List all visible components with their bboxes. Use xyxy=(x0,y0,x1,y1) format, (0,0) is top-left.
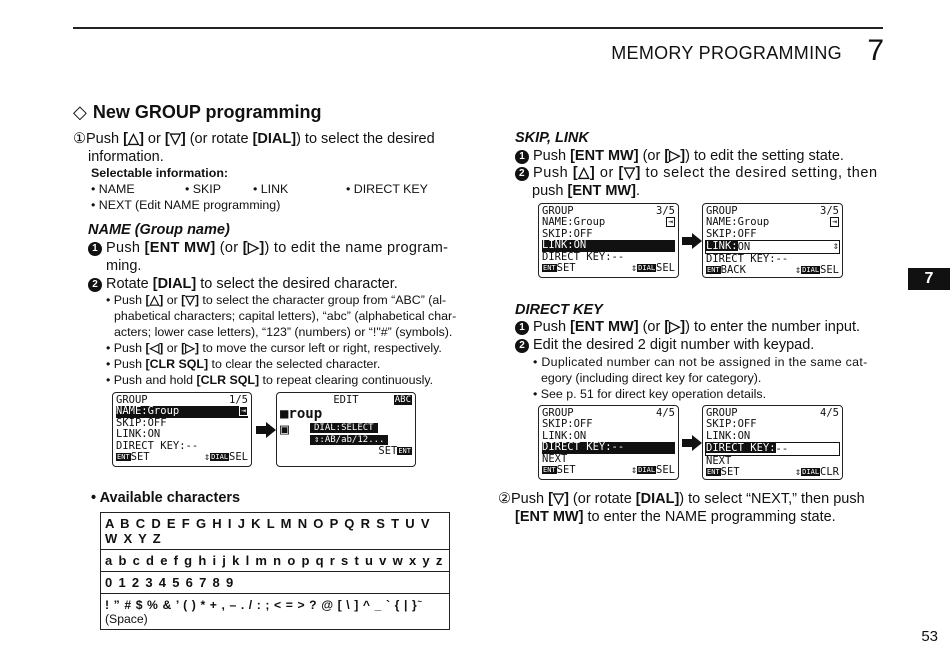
lcd-screen-link-before: GROUP 3/5 NAME:Group ⇥ SKIP:OFF LINK:ON DIRECT KEY:-- ENTSET ⇕DIALSEL xyxy=(538,203,679,278)
diamond-icon: ◇ xyxy=(73,102,87,122)
lcd-screen-direct-after: GROUP 4/5 SKIP:OFF LINK:ON DIRECT KEY:-- NEXT ENTSET ⇕DIALCLR xyxy=(702,405,843,480)
header-rule xyxy=(73,27,883,29)
lcd-footer: ENTSET ⇕DIALSEL xyxy=(117,450,248,463)
step-1-text-line2: information. xyxy=(88,149,164,165)
direct-bullet-2: • See p. 51 for direct key operation details. xyxy=(533,387,767,401)
lcd-line-editing: LINK:ON ⇕ xyxy=(706,240,839,254)
lcd-footer: ENTSET ⇕DIALSEL xyxy=(543,463,675,476)
lcd-edit-text: ■roup xyxy=(280,406,323,423)
page-header-title: MEMORY PROGRAMMING xyxy=(611,43,842,63)
page-number: 53 xyxy=(921,628,938,645)
skip-step-1: 1 Push [ENT MW] (or [▷]) to edit the setting state. xyxy=(515,147,844,165)
name-bullet-3: • Push [CLR SQL] to clear the selected character. xyxy=(106,357,381,371)
lcd-line: EDIT ABC xyxy=(333,394,411,406)
lcd-screen-direct-before: GROUP 4/5 SKIP:OFF LINK:ON DIRECT KEY:-- NEXT ENTSET ⇕DIALSEL xyxy=(538,405,679,480)
name-bullet-4: • Push and hold [CLR SQL] to repeat clearing continuously. xyxy=(106,373,434,387)
skip-link-heading: SKIP, LINK xyxy=(515,130,589,146)
up-down-icon: ⇕ xyxy=(832,240,839,253)
lcd-line: SKIP:OFF xyxy=(116,416,167,429)
step-1-text: ①Push [△] or [▽] (or rotate [DIAL]) to select the desired xyxy=(73,131,435,147)
lcd-line: GROUP 1/5 xyxy=(116,394,248,406)
direct-key-heading: DIRECT KEY xyxy=(515,302,603,318)
name-heading: NAME (Group name) xyxy=(88,222,230,238)
lcd-line-editing: DIRECT KEY:-- xyxy=(705,442,840,455)
chars-lower: a b c d e f g h i j k l m n o p q r s t u v w x y z xyxy=(101,550,450,572)
chars-upper: A B C D E F G H I J K L M N O P Q R S T U V W X Y Z xyxy=(101,513,450,550)
up-down-icon: ⇕ xyxy=(203,450,211,463)
lcd-screen-name-before xyxy=(112,392,252,467)
selectable-item-next: • NEXT (Edit NAME programming) xyxy=(91,198,281,212)
selectable-item-name: • NAME xyxy=(91,182,135,196)
enter-icon: ⇥ xyxy=(241,406,246,416)
selectable-item-link: • LINK xyxy=(253,182,289,196)
up-down-icon: ⇕ xyxy=(630,463,638,476)
character-table xyxy=(100,512,450,630)
available-characters-label: • Available characters xyxy=(91,490,241,506)
name-step-1: 1 Push [ENT MW] (or [▷]) to edit the name program- xyxy=(88,239,460,257)
up-down-icon: ⇕ xyxy=(794,465,802,478)
direct-step-2: 2 Edit the desired 2 digit number with keypad. xyxy=(515,336,814,354)
lcd-dial-hint: ▣ DIAL:SELECT ⇕:AB/ab/12... xyxy=(280,422,412,446)
lcd-screen-link-after: GROUP 3/5 NAME:Group ⇥ SKIP:OFF LINK:ON ⇕ DIRECT KEY:-- ENTBACK ⇕DIALSEL xyxy=(702,203,843,278)
step-2-text: ②Push [▽] (or rotate [DIAL]) to select “NEXT,” then push xyxy=(498,491,865,507)
cursor-block-icon: ■ xyxy=(280,406,289,423)
direct-bullet-1: • Duplicated number can not be assigned in the same cat- xyxy=(533,355,868,369)
lcd-screen-name-edit xyxy=(276,392,416,467)
skip-step-2-line2: push [ENT MW]. xyxy=(532,183,640,199)
direct-step-1: 1 Push [ENT MW] (or [▷]) to enter the number input. xyxy=(515,318,860,336)
direct-bullet-1-line2: egory (including direct key for category). xyxy=(541,371,762,385)
lcd-line-selected: DIRECT KEY:-- xyxy=(542,442,675,453)
lcd-line: DIRECT KEY:-- xyxy=(116,439,199,452)
lcd-footer: ENTBACK ⇕DIALSEL xyxy=(707,263,839,276)
skip-step-2: 2 Push [△] or [▽] to select the desired setting, then xyxy=(515,164,885,182)
selectable-label: Selectable information: xyxy=(91,166,229,180)
chars-symbols: ! ” # $ % & ’ ( ) * + , – . / : ; < = > ? @ [ \ ] ^ _ ` { | }~ (Space) xyxy=(101,594,450,630)
enter-icon: ⇥ xyxy=(668,217,673,227)
section-title: ◇ New GROUP programming xyxy=(73,102,322,122)
name-step-2: 2 Rotate [DIAL] to select the desired character. xyxy=(88,275,398,293)
name-bullet-1-line3: acters; lower case letters), “123” (numbers) or “!"#” (symbols). xyxy=(114,325,453,339)
dial-icon: ▣ xyxy=(280,420,290,439)
lcd-line-selected: LINK:ON xyxy=(542,240,675,251)
name-bullet-1: • Push [△] or [▽] to select the character group from “ABC” (al- xyxy=(106,293,447,307)
selectable-item-direct-key: • DIRECT KEY xyxy=(346,182,428,196)
lcd-line-selected: NAME:Group ⇥ xyxy=(116,405,246,418)
name-bullet-1-line2: phabetical characters; capital letters), “abc” (alphabetical char- xyxy=(114,309,457,323)
chapter-number: 7 xyxy=(867,34,884,67)
lcd-footer: SETENT xyxy=(378,445,411,458)
lcd-footer: ENTSET ⇕DIALSEL xyxy=(543,261,675,274)
chars-digits: 0 1 2 3 4 5 6 7 8 9 xyxy=(101,572,450,594)
lcd-footer: ENTSET ⇕DIALCLR xyxy=(707,465,839,478)
enter-icon: ⇥ xyxy=(832,217,837,227)
up-down-icon: ⇕ xyxy=(630,261,638,274)
lcd-line: LINK:ON xyxy=(116,428,161,441)
name-bullet-2: • Push [◁] or [▷] to move the cursor left or right, respectively. xyxy=(106,341,442,355)
up-down-icon: ⇕ xyxy=(794,263,802,276)
step-2-text-line2: [ENT MW] to enter the NAME programming state. xyxy=(515,509,836,525)
selectable-item-skip: • SKIP xyxy=(185,182,222,196)
chapter-side-tab: 7 xyxy=(908,268,950,290)
name-step-1-line2: ming. xyxy=(106,258,142,274)
